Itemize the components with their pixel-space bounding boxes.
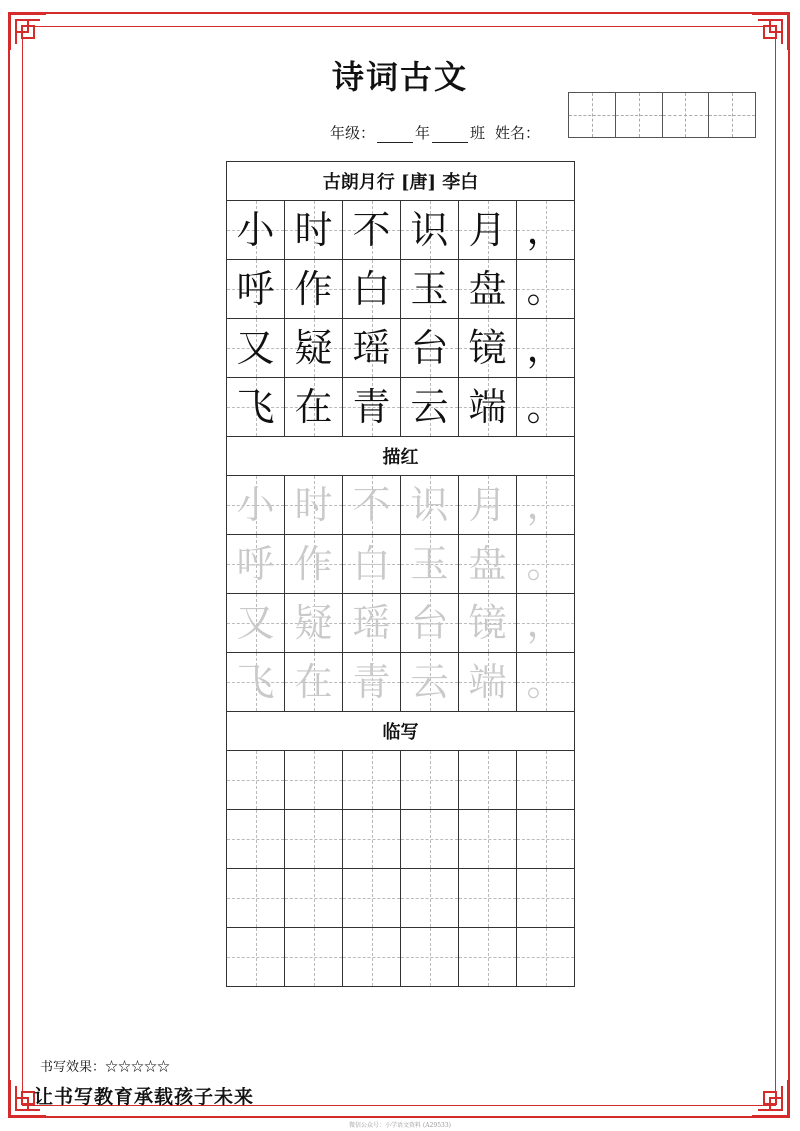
writing-cell [517, 653, 574, 711]
character: 月 [468, 483, 507, 527]
character: 白 [352, 542, 391, 586]
character: 月 [468, 208, 507, 252]
character: 盘 [468, 542, 507, 586]
writing-cell [459, 319, 517, 377]
writing-cell [227, 535, 285, 593]
poem-grid [227, 201, 574, 436]
character: 时 [294, 208, 333, 252]
writing-cell[interactable] [401, 869, 459, 927]
writing-cell [517, 201, 574, 259]
corner-ornament-icon [750, 1078, 790, 1118]
character: 呼 [236, 542, 275, 586]
character: 时 [294, 483, 333, 527]
writing-cell [401, 260, 459, 318]
writing-cell[interactable] [285, 810, 343, 868]
poem-header: 古朗月行 [唐] 李白 [227, 162, 574, 201]
grid-row [227, 378, 574, 436]
writing-cell [285, 319, 343, 377]
corner-ornament-icon [8, 12, 48, 52]
writing-cell [343, 319, 401, 377]
name-box[interactable] [709, 93, 755, 137]
writing-cell [401, 653, 459, 711]
character: ， [526, 326, 565, 370]
writing-cell [227, 319, 285, 377]
grid-row [227, 653, 574, 711]
grid-row [227, 476, 574, 535]
writing-cell [401, 319, 459, 377]
character: 。 [526, 542, 565, 586]
character: 小 [236, 208, 275, 252]
grade-blank[interactable] [377, 126, 413, 143]
writing-cell [285, 260, 343, 318]
character: ， [526, 208, 565, 252]
name-label: 姓名： [495, 124, 541, 142]
writing-cell[interactable] [285, 751, 343, 809]
writing-cell [459, 476, 517, 534]
writing-cell [517, 476, 574, 534]
slogan: 让书写教育承载孩子未来 [34, 1086, 255, 1108]
writing-cell[interactable] [227, 928, 285, 986]
character: 呼 [236, 267, 275, 311]
character: 镜 [468, 326, 507, 370]
writing-cell [343, 594, 401, 652]
writing-cell [459, 594, 517, 652]
character: 台 [410, 601, 449, 645]
writing-cell [285, 594, 343, 652]
character: 飞 [236, 385, 275, 429]
student-info [330, 122, 540, 143]
grid-row [227, 260, 574, 319]
character: 青 [352, 660, 391, 704]
writing-cell [459, 260, 517, 318]
character: 台 [410, 326, 449, 370]
copy-grid [227, 751, 574, 986]
character: 又 [236, 326, 275, 370]
writing-cell [285, 476, 343, 534]
writing-cell [401, 476, 459, 534]
writing-cell[interactable] [343, 810, 401, 868]
grid-row [227, 928, 574, 986]
writing-cell[interactable] [459, 928, 517, 986]
writing-cell [401, 535, 459, 593]
writing-cell[interactable] [459, 869, 517, 927]
writing-cell[interactable] [401, 810, 459, 868]
writing-cell[interactable] [517, 810, 574, 868]
writing-cell [227, 653, 285, 711]
character: 瑶 [352, 601, 391, 645]
character: 青 [352, 385, 391, 429]
class-blank[interactable] [432, 126, 468, 143]
character: 玉 [410, 542, 449, 586]
grade-label: 年级： [330, 124, 376, 142]
writing-cell [343, 201, 401, 259]
writing-cell [517, 535, 574, 593]
character: 不 [352, 483, 391, 527]
character: 又 [236, 601, 275, 645]
writing-cell [343, 378, 401, 436]
writing-cell[interactable] [343, 928, 401, 986]
character: 端 [468, 385, 507, 429]
character: 在 [294, 660, 333, 704]
writing-cell [285, 201, 343, 259]
class-label: 班 [470, 124, 486, 142]
writing-cell [401, 378, 459, 436]
character: 飞 [236, 660, 275, 704]
character: 盘 [468, 267, 507, 311]
trace-section [227, 437, 574, 712]
character: 云 [410, 385, 449, 429]
name-box[interactable] [616, 93, 663, 137]
character: 不 [352, 208, 391, 252]
writing-cell[interactable] [401, 751, 459, 809]
grid-row [227, 535, 574, 594]
corner-ornament-icon [750, 12, 790, 52]
writing-cell[interactable] [459, 751, 517, 809]
footer-note: 微信公众号：小学语文资料 (A29533) [348, 1122, 451, 1129]
character: 。 [526, 385, 565, 429]
character: 。 [526, 267, 565, 311]
copy-section [227, 712, 574, 986]
writing-cell [227, 260, 285, 318]
character: 端 [468, 660, 507, 704]
grid-row [227, 810, 574, 869]
name-writing-boxes[interactable] [568, 92, 756, 138]
writing-cell [459, 535, 517, 593]
character: 作 [294, 267, 333, 311]
writing-cell [285, 378, 343, 436]
writing-cell [227, 201, 285, 259]
grid-row [227, 201, 574, 260]
character: 小 [236, 483, 275, 527]
writing-cell[interactable] [517, 869, 574, 927]
trace-grid [227, 476, 574, 711]
writing-cell [401, 201, 459, 259]
page-title: 诗词古文 [331, 58, 468, 96]
writing-cell [517, 594, 574, 652]
writing-rating: 书写效果：☆☆☆☆☆ [40, 1060, 171, 1075]
writing-cell [459, 653, 517, 711]
writing-cell [517, 260, 574, 318]
writing-cell [517, 378, 574, 436]
grid-row [227, 869, 574, 928]
writing-cell [517, 319, 574, 377]
writing-cell [343, 535, 401, 593]
character: 疑 [294, 326, 333, 370]
writing-cell[interactable] [227, 810, 285, 868]
writing-cell[interactable] [285, 869, 343, 927]
character: 瑶 [352, 326, 391, 370]
writing-cell[interactable] [459, 810, 517, 868]
character: 云 [410, 660, 449, 704]
character: ， [526, 601, 565, 645]
character: 玉 [410, 267, 449, 311]
writing-cell[interactable] [401, 928, 459, 986]
character: 作 [294, 542, 333, 586]
character: 在 [294, 385, 333, 429]
name-box[interactable] [569, 93, 616, 137]
writing-cell [343, 260, 401, 318]
character: 识 [410, 483, 449, 527]
writing-cell[interactable] [343, 751, 401, 809]
writing-cell[interactable] [285, 928, 343, 986]
character: ， [526, 483, 565, 527]
poem-section [227, 162, 574, 437]
writing-cell[interactable] [227, 751, 285, 809]
character: 。 [526, 660, 565, 704]
year-label: 年 [415, 124, 431, 142]
copy-header: 临写 [227, 712, 574, 751]
writing-cell [227, 476, 285, 534]
practice-sheet [226, 161, 575, 987]
trace-header: 描红 [227, 437, 574, 476]
writing-cell [343, 476, 401, 534]
writing-cell [285, 653, 343, 711]
writing-cell[interactable] [227, 869, 285, 927]
character: 白 [352, 267, 391, 311]
character: 识 [410, 208, 449, 252]
writing-cell [343, 653, 401, 711]
character: 疑 [294, 601, 333, 645]
writing-cell [227, 378, 285, 436]
writing-cell [459, 201, 517, 259]
writing-cell [285, 535, 343, 593]
writing-cell [459, 378, 517, 436]
grid-row [227, 594, 574, 653]
writing-cell [401, 594, 459, 652]
name-box[interactable] [663, 93, 710, 137]
writing-cell[interactable] [343, 869, 401, 927]
writing-cell [227, 594, 285, 652]
grid-row [227, 319, 574, 378]
grid-row [227, 751, 574, 810]
writing-cell[interactable] [517, 751, 574, 809]
writing-cell[interactable] [517, 928, 574, 986]
character: 镜 [468, 601, 507, 645]
